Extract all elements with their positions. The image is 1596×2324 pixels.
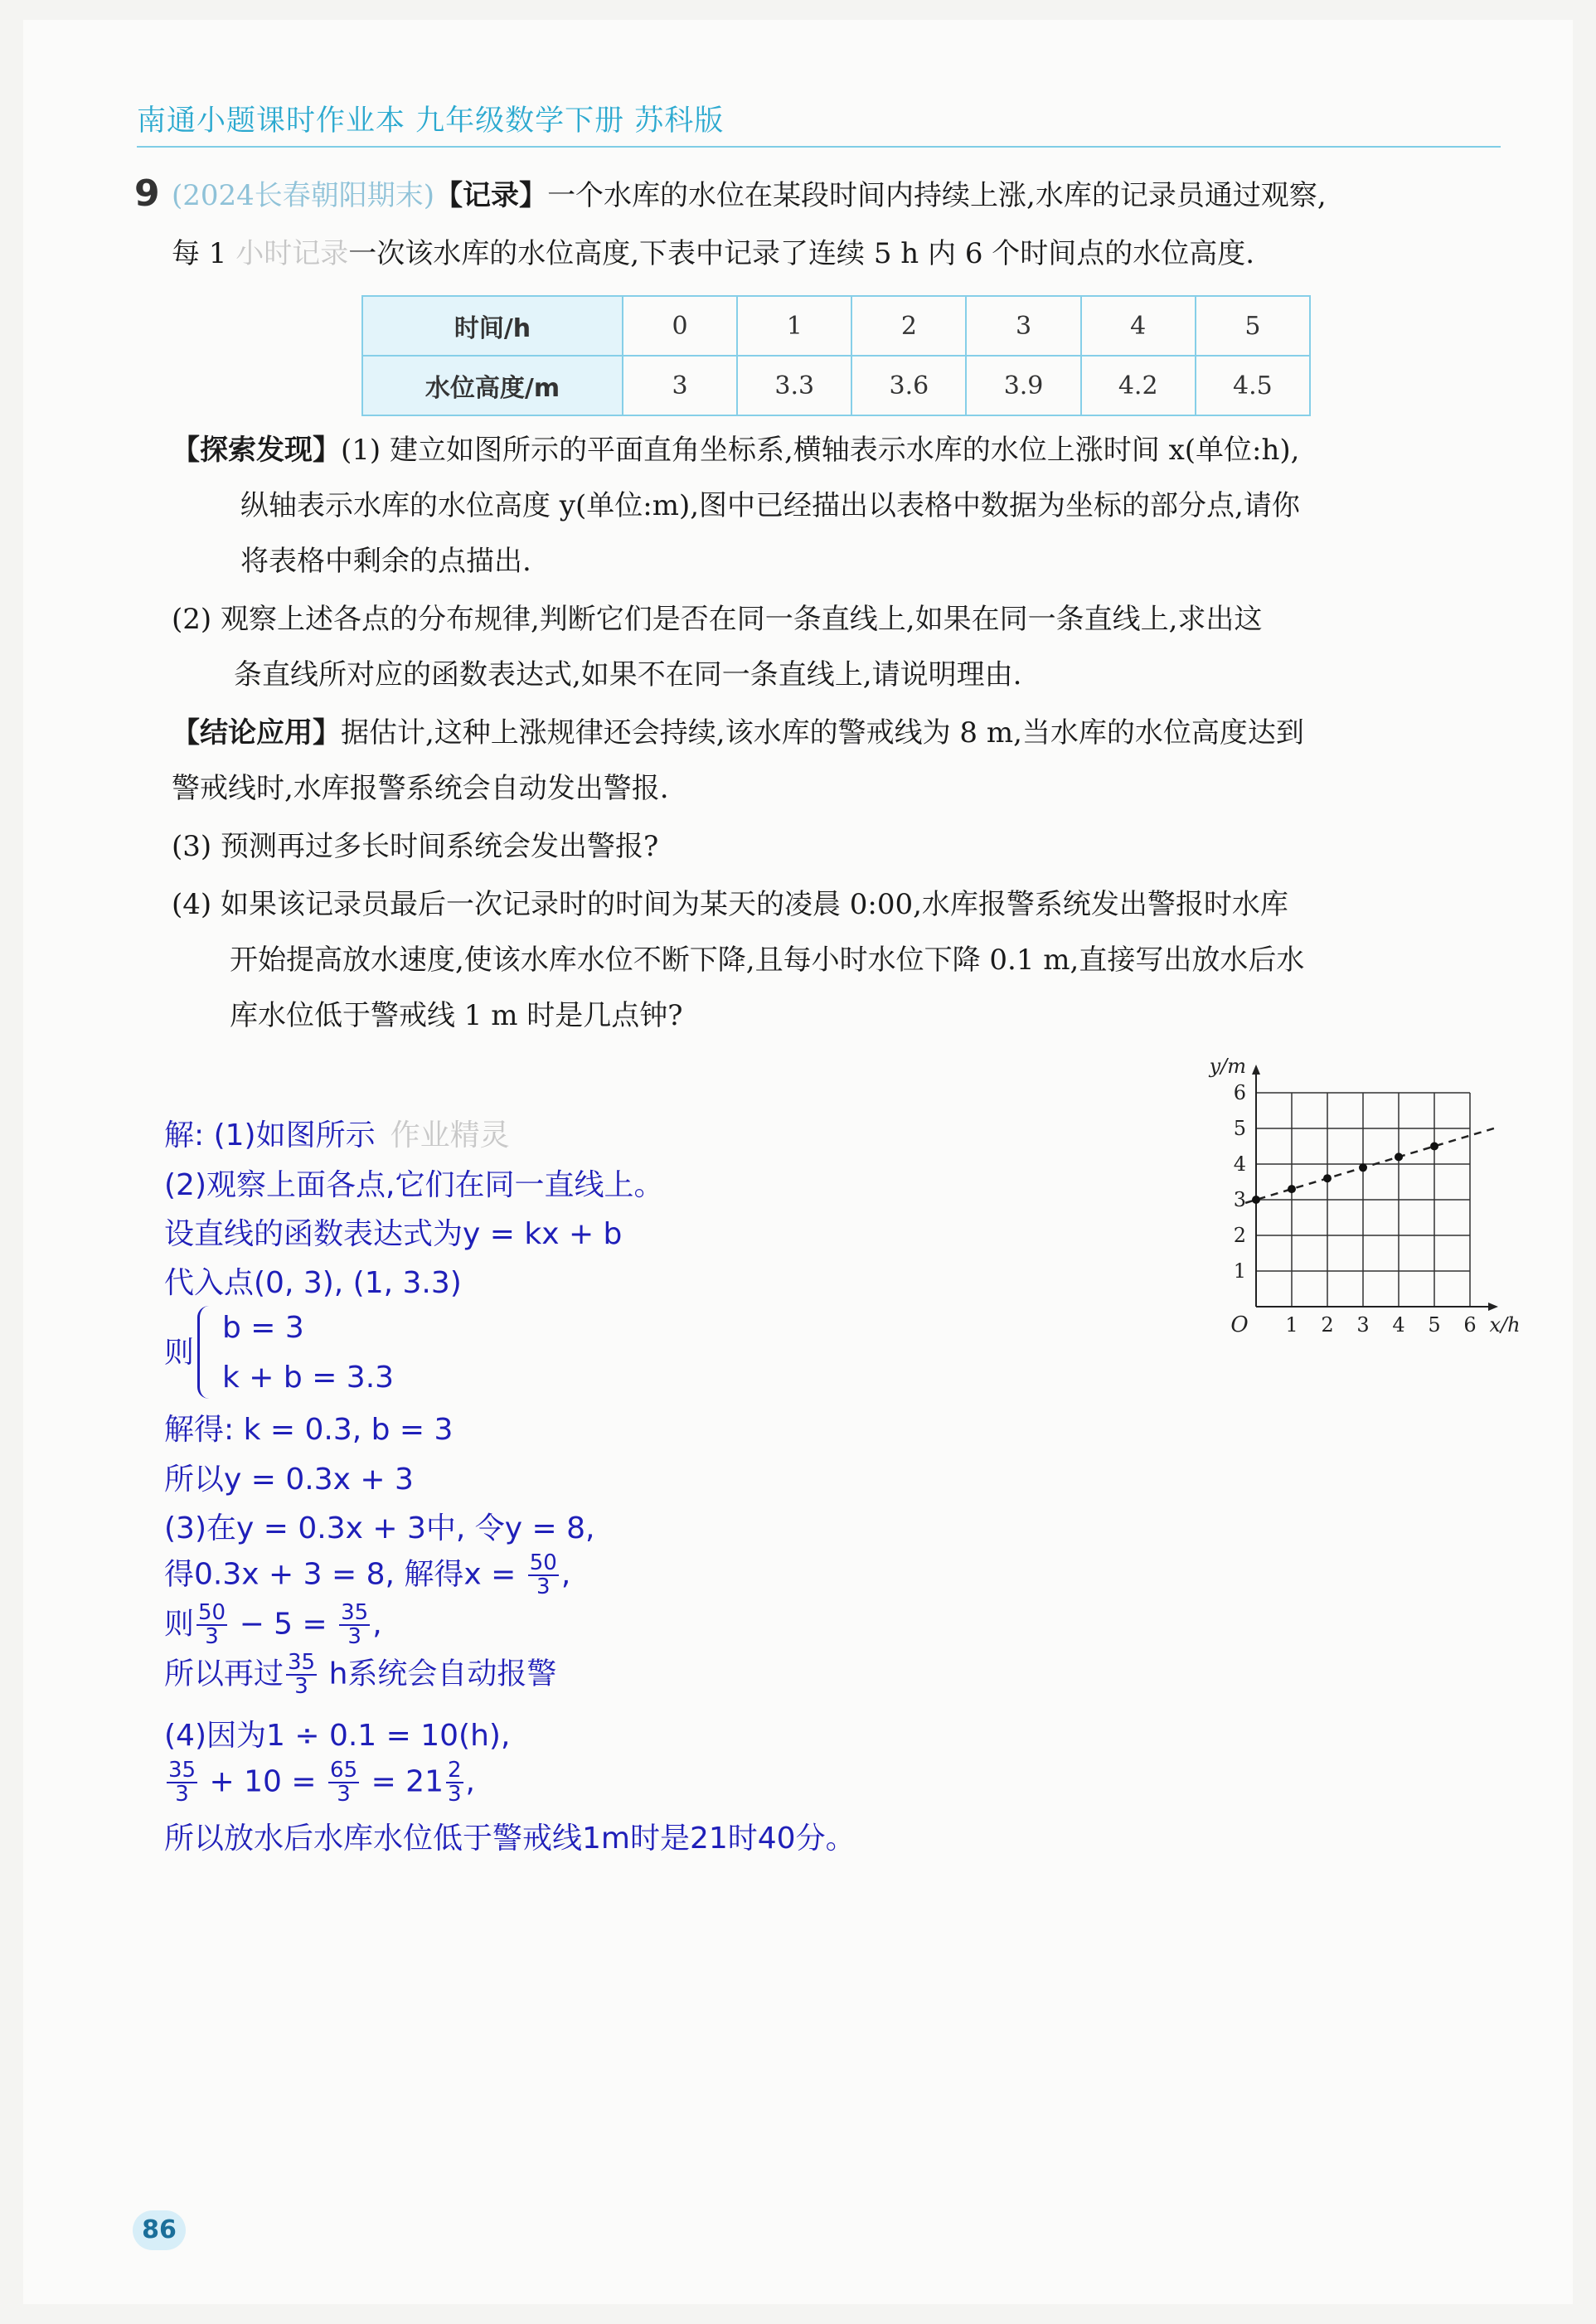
x-tick-label: 5 (1428, 1313, 1441, 1337)
answer-line-1 (164, 1118, 510, 1153)
data-point (1430, 1143, 1438, 1151)
x-tick-label: 3 (1356, 1313, 1370, 1337)
y-axis-arrow (1252, 1065, 1260, 1075)
y-tick-label: 3 (1233, 1188, 1246, 1211)
fraction (446, 1759, 463, 1807)
answer-l9-pre: 得0.3x + 3 = 8, 解得x = (164, 1557, 517, 1592)
x-tick-label: 6 (1463, 1313, 1477, 1337)
numerator: 65 (330, 1758, 358, 1783)
intro-text-2b: 一次该水库的水位高度,下表中记录了连续 5 h 内 6 个时间点的水位高度. (348, 237, 1255, 270)
table-cell: 2 (851, 296, 966, 356)
question-4-l1: (4) 如果该记录员最后一次记录时的时间为某天的凌晨 0:00,水库报警系统发出警报时水库 (172, 888, 1288, 921)
fraction (528, 1552, 559, 1599)
table-row (362, 296, 1310, 356)
table-row (362, 356, 1310, 415)
fit-line (1245, 1128, 1495, 1203)
answer-l10-mid: − 5 = (239, 1607, 327, 1642)
question-3: (3) 预测再过多长时间系统会发出警报? (172, 830, 659, 863)
fraction (167, 1759, 197, 1807)
record-tag: 【记录】 (434, 179, 548, 212)
answer-l10-post: , (372, 1607, 382, 1642)
explore-p2-l2: 条直线所对应的函数表达式,如果不在同一条直线上,请说明理由. (234, 658, 1022, 691)
y-tick-label: 6 (1233, 1081, 1246, 1104)
answer-line-11 (164, 1652, 556, 1699)
origin-label: O (1230, 1312, 1249, 1337)
x-axis-arrow (1488, 1303, 1498, 1311)
data-point (1252, 1196, 1260, 1204)
denominator: 3 (536, 1574, 551, 1600)
system-brace (197, 1306, 213, 1399)
denominator: 3 (294, 1674, 308, 1700)
answer-l9-post: , (560, 1557, 571, 1592)
numerator: 35 (288, 1650, 316, 1675)
explore-line1 (172, 434, 1299, 468)
y-tick-label: 5 (1233, 1117, 1246, 1140)
y-tick-label: 1 (1233, 1259, 1246, 1283)
fraction (328, 1759, 359, 1807)
data-point (1323, 1174, 1332, 1182)
answer-l10-pre: 则 (164, 1607, 195, 1642)
numerator: 50 (529, 1550, 557, 1575)
question-number: 9 (134, 172, 160, 215)
question-intro-line1 (172, 179, 1327, 213)
table-header-level: 水位高度/m (362, 356, 623, 415)
numerator: 2 (448, 1758, 462, 1783)
explore-p1-l3: 将表格中剩余的点描出. (240, 545, 531, 578)
question-4-l2: 开始提高放水速度,使该水库水位不断下降,且每小时水位下降 0.1 m,直接写出放水后水 (230, 944, 1305, 977)
conclusion-line1 (172, 716, 1304, 750)
denominator: 3 (337, 1782, 351, 1807)
y-tick-label: 2 (1233, 1224, 1246, 1247)
answer-l11-post: h系统会自动报警 (328, 1657, 557, 1691)
page-number: 86 (133, 2210, 186, 2250)
table-cell: 1 (737, 296, 851, 356)
answer-l13-mid1: + 10 = (209, 1764, 317, 1799)
denominator: 3 (448, 1782, 462, 1807)
intro-text-2a: 每 1 (172, 237, 236, 270)
conclusion-l1: 据估计,这种上涨规律还会持续,该水库的警戒线为 8 m,当水库的水位高度达到 (341, 716, 1304, 750)
answer-l14: 所以放水后水库水位低于警戒线1m时是21时40分。 (164, 1822, 856, 1856)
answer-l2: (2)观察上面各点,它们在同一直线上。 (164, 1168, 664, 1202)
answer-line-10 (164, 1602, 382, 1649)
watermark-text: 小时记录 (235, 237, 349, 270)
x-tick-label: 2 (1321, 1313, 1334, 1337)
explore-p1-l2: 纵轴表示水库的水位高度 y(单位:m),图中已经描出以表格中数据为坐标的部分点,请你 (240, 489, 1300, 522)
answer-l3: 设直线的函数表达式为y = kx + b (164, 1217, 623, 1251)
answer-l5-prefix: 则 (164, 1336, 195, 1370)
denominator: 3 (175, 1782, 189, 1807)
table-cell: 5 (1196, 296, 1310, 356)
answer-l1: 解: (1)如图所示 (164, 1118, 376, 1152)
coordinate-chart (1194, 1038, 1521, 1337)
data-point (1288, 1185, 1296, 1193)
table-cell: 3 (623, 356, 737, 415)
numerator: 35 (168, 1758, 196, 1783)
answer-l5-eq1: b = 3 (222, 1311, 304, 1345)
y-axis-label: y/m (1209, 1055, 1246, 1078)
table-cell: 4.5 (1196, 356, 1310, 415)
x-tick-label: 4 (1392, 1313, 1405, 1337)
table-cell: 4 (1081, 296, 1196, 356)
table-cell: 3 (966, 296, 1080, 356)
chart-grid (1256, 1093, 1470, 1307)
conclusion-l2: 警戒线时,水库报警系统会自动发出警报. (172, 772, 669, 805)
denominator: 3 (205, 1624, 219, 1650)
answer-l8: (3)在y = 0.3x + 3中, 令y = 8, (164, 1511, 595, 1545)
answer-line-13 (164, 1759, 475, 1807)
answer-l12: (4)因为1 ÷ 0.1 = 10(h), (164, 1719, 511, 1753)
y-tick-label: 4 (1233, 1152, 1246, 1176)
fraction (196, 1602, 227, 1649)
explore-p2-l1: (2) 观察上述各点的分布规律,判断它们是否在同一条直线上,如果在同一条直线上,求出这 (172, 603, 1263, 636)
answer-l6: 解得: k = 0.3, b = 3 (164, 1413, 454, 1447)
answer-l7: 所以y = 0.3x + 3 (164, 1463, 414, 1497)
table-cell: 0 (623, 296, 737, 356)
table-cell: 3.3 (737, 356, 851, 415)
conclusion-tag: 【结论应用】 (172, 716, 341, 750)
explore-tag: 【探索发现】 (172, 434, 341, 467)
answer-l5-eq2: k + b = 3.3 (222, 1361, 395, 1395)
chart-marks (1245, 1128, 1495, 1204)
answer-l13-mid2: = 21 (371, 1764, 444, 1799)
question-intro-line2 (172, 237, 1254, 271)
answer-watermark: 作业精灵 (390, 1118, 510, 1152)
table-cell: 3.9 (966, 356, 1080, 415)
fraction (286, 1652, 317, 1699)
header-divider (137, 146, 1501, 148)
page-header: 南通小题课时作业本 九年级数学下册 苏科版 (137, 104, 725, 138)
x-axis-label: x/h (1489, 1313, 1521, 1337)
denominator: 3 (347, 1624, 361, 1650)
fraction (339, 1602, 370, 1649)
x-tick-label: 1 (1285, 1313, 1298, 1337)
water-level-table (361, 295, 1311, 416)
numerator: 35 (341, 1600, 369, 1625)
table-cell: 4.2 (1081, 356, 1196, 415)
answer-l11-pre: 所以再过 (164, 1657, 284, 1691)
data-point (1359, 1163, 1367, 1172)
question-4-l3: 库水位低于警戒线 1 m 时是几点钟? (230, 999, 683, 1032)
data-point (1395, 1152, 1403, 1161)
intro-text-1: 一个水库的水位在某段时间内持续上涨,水库的记录员通过观察, (547, 179, 1327, 212)
table-cell: 3.6 (851, 356, 966, 415)
answer-line-9 (164, 1552, 570, 1599)
question-source: (2024长春朝阳期末) (172, 179, 435, 212)
explore-p1-l1: (1) 建立如图所示的平面直角坐标系,横轴表示水库的水位上涨时间 x(单位:h), (341, 434, 1300, 467)
answer-l4: 代入点(0, 3), (1, 3.3) (164, 1266, 462, 1300)
answer-l13-post: , (465, 1764, 475, 1799)
numerator: 50 (198, 1600, 226, 1625)
table-header-time: 时间/h (362, 296, 623, 356)
